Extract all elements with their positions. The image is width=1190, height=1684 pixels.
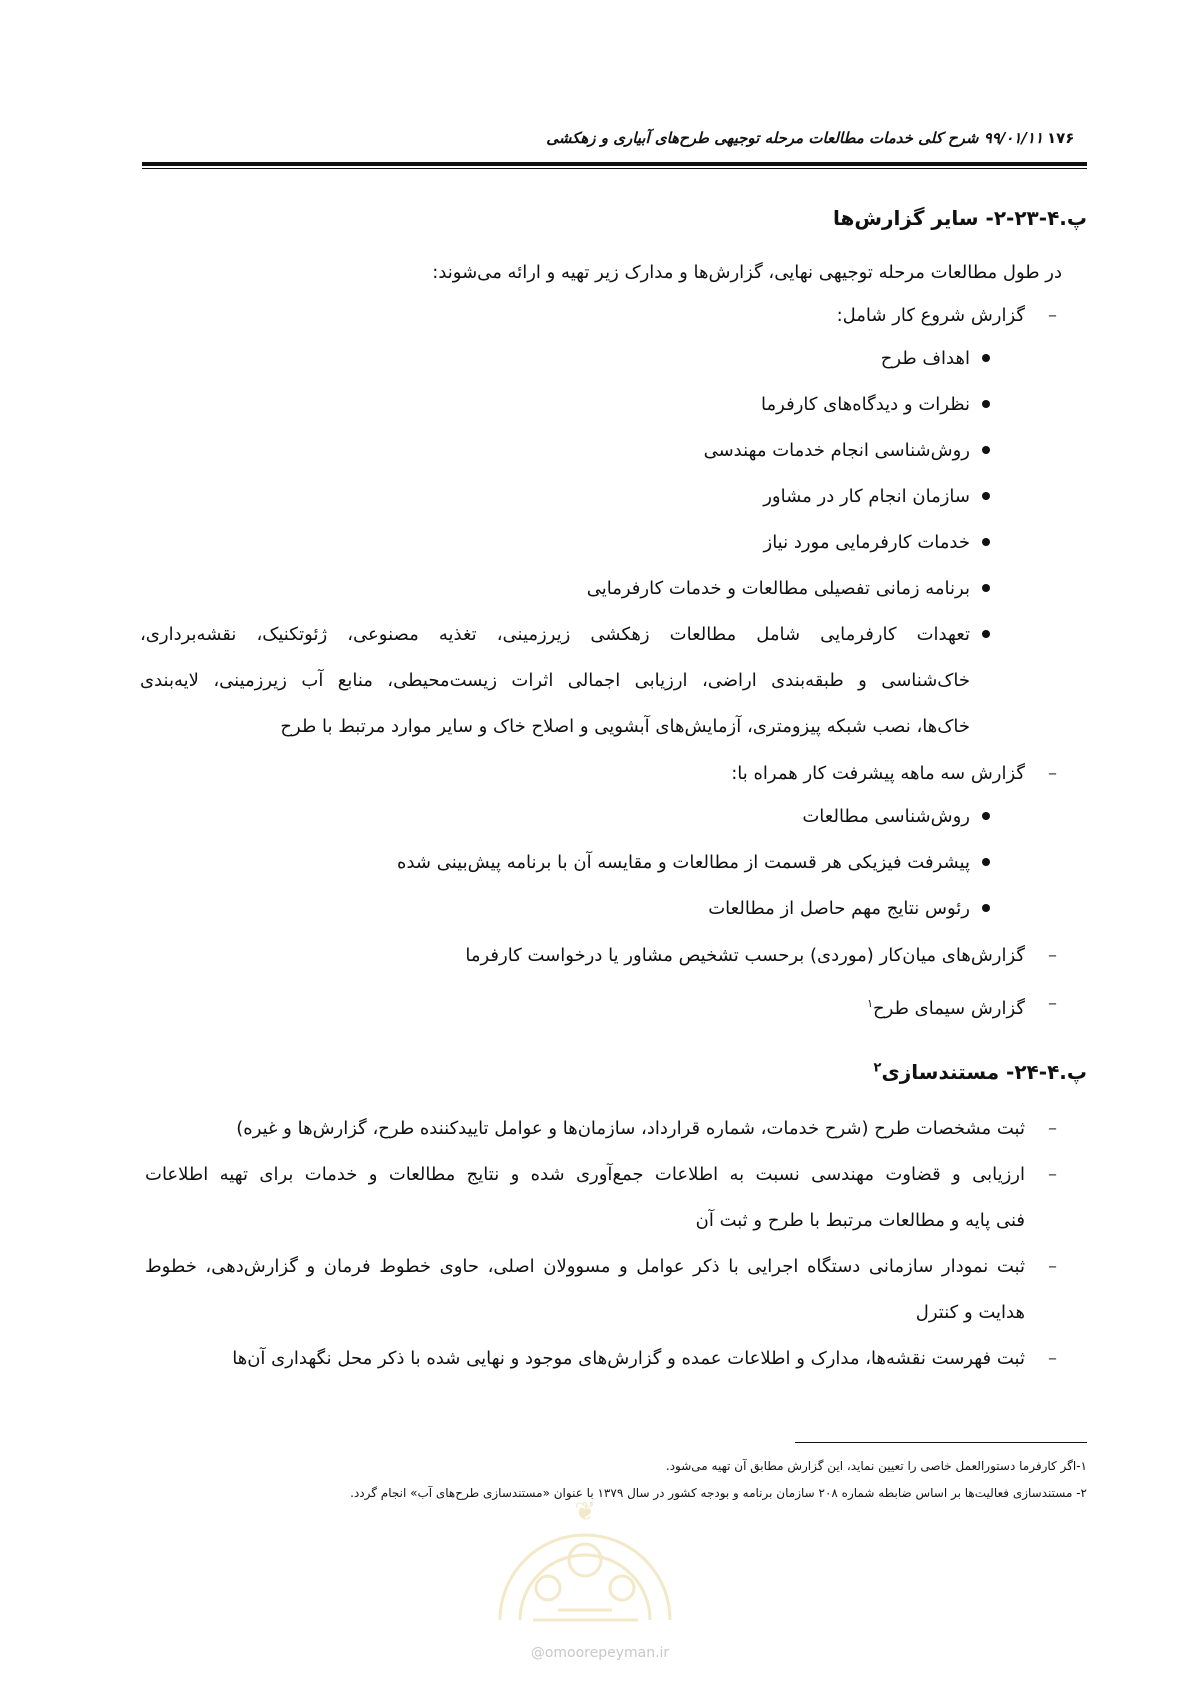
heading-text: پ.۴-۲۴- مستندسازی <box>881 1060 1087 1084</box>
dash-marker: – <box>1048 993 1057 1014</box>
footnote-1: ۱-اگر کارفرما دستورالعمل خاصی را تعیین نماید، این گزارش مطابق آن تهیه می‌شود. <box>665 1459 1087 1473</box>
bullet-item: سازمان انجام کار در مشاور <box>763 486 970 507</box>
website-watermark: @omoorepeyman.ir <box>530 1645 670 1661</box>
bullet-item: اهداف طرح <box>880 348 970 369</box>
list-item-start-report: گزارش شروع کار شامل: <box>836 305 1025 326</box>
bullet-item: رئوس نتایج مهم حاصل از مطالعات <box>708 898 970 919</box>
footnote-ref: ۲ <box>873 1060 882 1076</box>
bullet-dot <box>982 904 990 912</box>
bullet-item: روش‌شناسی مطالعات <box>802 806 970 827</box>
dash-marker: – <box>1048 945 1057 966</box>
dash-marker: – <box>1048 1348 1057 1369</box>
page-number: ۱۷۶ <box>1047 129 1075 147</box>
section-intro: در طول مطالعات مرحله توجیهی نهایی، گزارش‌ها و مدارک زیر تهیه و ارائه می‌شوند: <box>432 262 1062 283</box>
doc-item-line: ارزیابی و قضاوت مهندسی نسبت به اطلاعات جمع‌آوری شده و نتایج مطالعات و خدمات برای تهیه اطلاعات <box>145 1164 1025 1185</box>
publisher-seal-icon <box>478 1470 692 1630</box>
bullet-dot <box>982 538 990 546</box>
list-item-project-profile-report <box>867 990 1025 1023</box>
footnote-rule <box>795 1442 1087 1443</box>
list-item-progress-report: گزارش سه ماهه پیشرفت کار همراه با: <box>731 763 1025 784</box>
item-text: گزارش سیمای طرح <box>873 998 1025 1019</box>
bullet-item: خدمات کارفرمایی مورد نیاز <box>763 532 970 553</box>
dash-marker: – <box>1048 1118 1057 1139</box>
dash-marker: – <box>1048 305 1057 326</box>
bullet-dot <box>982 630 990 638</box>
running-header-title: ۹۹/۰۱/۱۱ شرح کلی خدمات مطالعات مرحله توجیهی طرح‌های آبیاری و زهکشی <box>546 129 1043 147</box>
doc-item: ثبت مشخصات طرح (شرح خدمات، شماره قرارداد، سازمان‌ها و عوامل تاییدکننده طرح، گزارش‌ها و غیره) <box>236 1118 1025 1139</box>
dash-marker: – <box>1048 1164 1057 1185</box>
bullet-dot <box>982 858 990 866</box>
bullet-item: نظرات و دیدگاه‌های کارفرما <box>761 394 970 415</box>
bullet-dot <box>982 492 990 500</box>
bullet-item: برنامه زمانی تفصیلی مطالعات و خدمات کارفرمایی <box>586 578 970 599</box>
list-item-interim-report: گزارش‌های میان‌کار (موردی) برحسب تشخیص مشاور یا درخواست کارفرما <box>465 945 1025 966</box>
header-rule-thick <box>142 162 1087 166</box>
doc-item-line: فنی پایه و مطالعات مرتبط با طرح و ثبت آن <box>695 1210 1025 1231</box>
section-heading-reports: پ.۴-۲۳-۲- سایر گزارش‌ها <box>833 206 1087 230</box>
doc-item-line: هدایت و کنترل <box>915 1302 1025 1323</box>
bullet-dot <box>982 812 990 820</box>
bullet-dot <box>982 400 990 408</box>
dash-marker: – <box>1048 763 1057 784</box>
footnote-2: ۲- مستندسازی فعالیت‌ها بر اساس ضابطه شماره ۲۰۸ سازمان برنامه و بودجه کشور در سال ۱۳۷۹ با عنوان «مستندسازی طرح‌های آب» انجام گردد. <box>350 1486 1087 1500</box>
footnote-ref: ۱ <box>867 997 874 1010</box>
dash-marker: – <box>1048 1256 1057 1277</box>
bullet-dot <box>982 446 990 454</box>
bullet-dot <box>982 354 990 362</box>
bullet-dot <box>982 584 990 592</box>
bullet-item-line: خاک‌ها، نصب شبکه پیزومتری، آزمایش‌های آبشویی و اصلاح خاک و سایر موارد مرتبط با طرح <box>280 716 970 737</box>
header-rule-thin <box>142 168 1087 169</box>
bullet-item: پیشرفت فیزیکی هر قسمت از مطالعات و مقایسه آن با برنامه پیش‌بینی شده <box>397 852 970 873</box>
section-heading-documentation <box>874 1060 1088 1084</box>
doc-item-line: ثبت نمودار سازمانی دستگاه اجرایی با ذکر عوامل و مسوولان اصلی، حاوی خطوط فرمان و گزارش‌دهی، خطوط <box>145 1256 1025 1277</box>
bullet-item: روش‌شناسی انجام خدمات مهندسی <box>703 440 970 461</box>
bullet-item-line: خاک‌شناسی و طبقه‌بندی اراضی، ارزیابی اجمالی اثرات زیست‌محیطی، منابع آب زیرزمینی، لایه‌بندی <box>140 670 970 691</box>
bullet-item-line: تعهدات کارفرمایی شامل مطالعات زهکشی زیرزمینی، تغذیه مصنوعی، ژئوتکنیک، نقشه‌برداری، <box>140 624 970 645</box>
doc-item: ثبت فهرست نقشه‌ها، مدارک و اطلاعات عمده و گزارش‌های موجود و نهایی شده با ذکر محل نگهداری آن‌ها <box>232 1348 1025 1369</box>
svg-text:❦: ❦ <box>574 1497 596 1527</box>
